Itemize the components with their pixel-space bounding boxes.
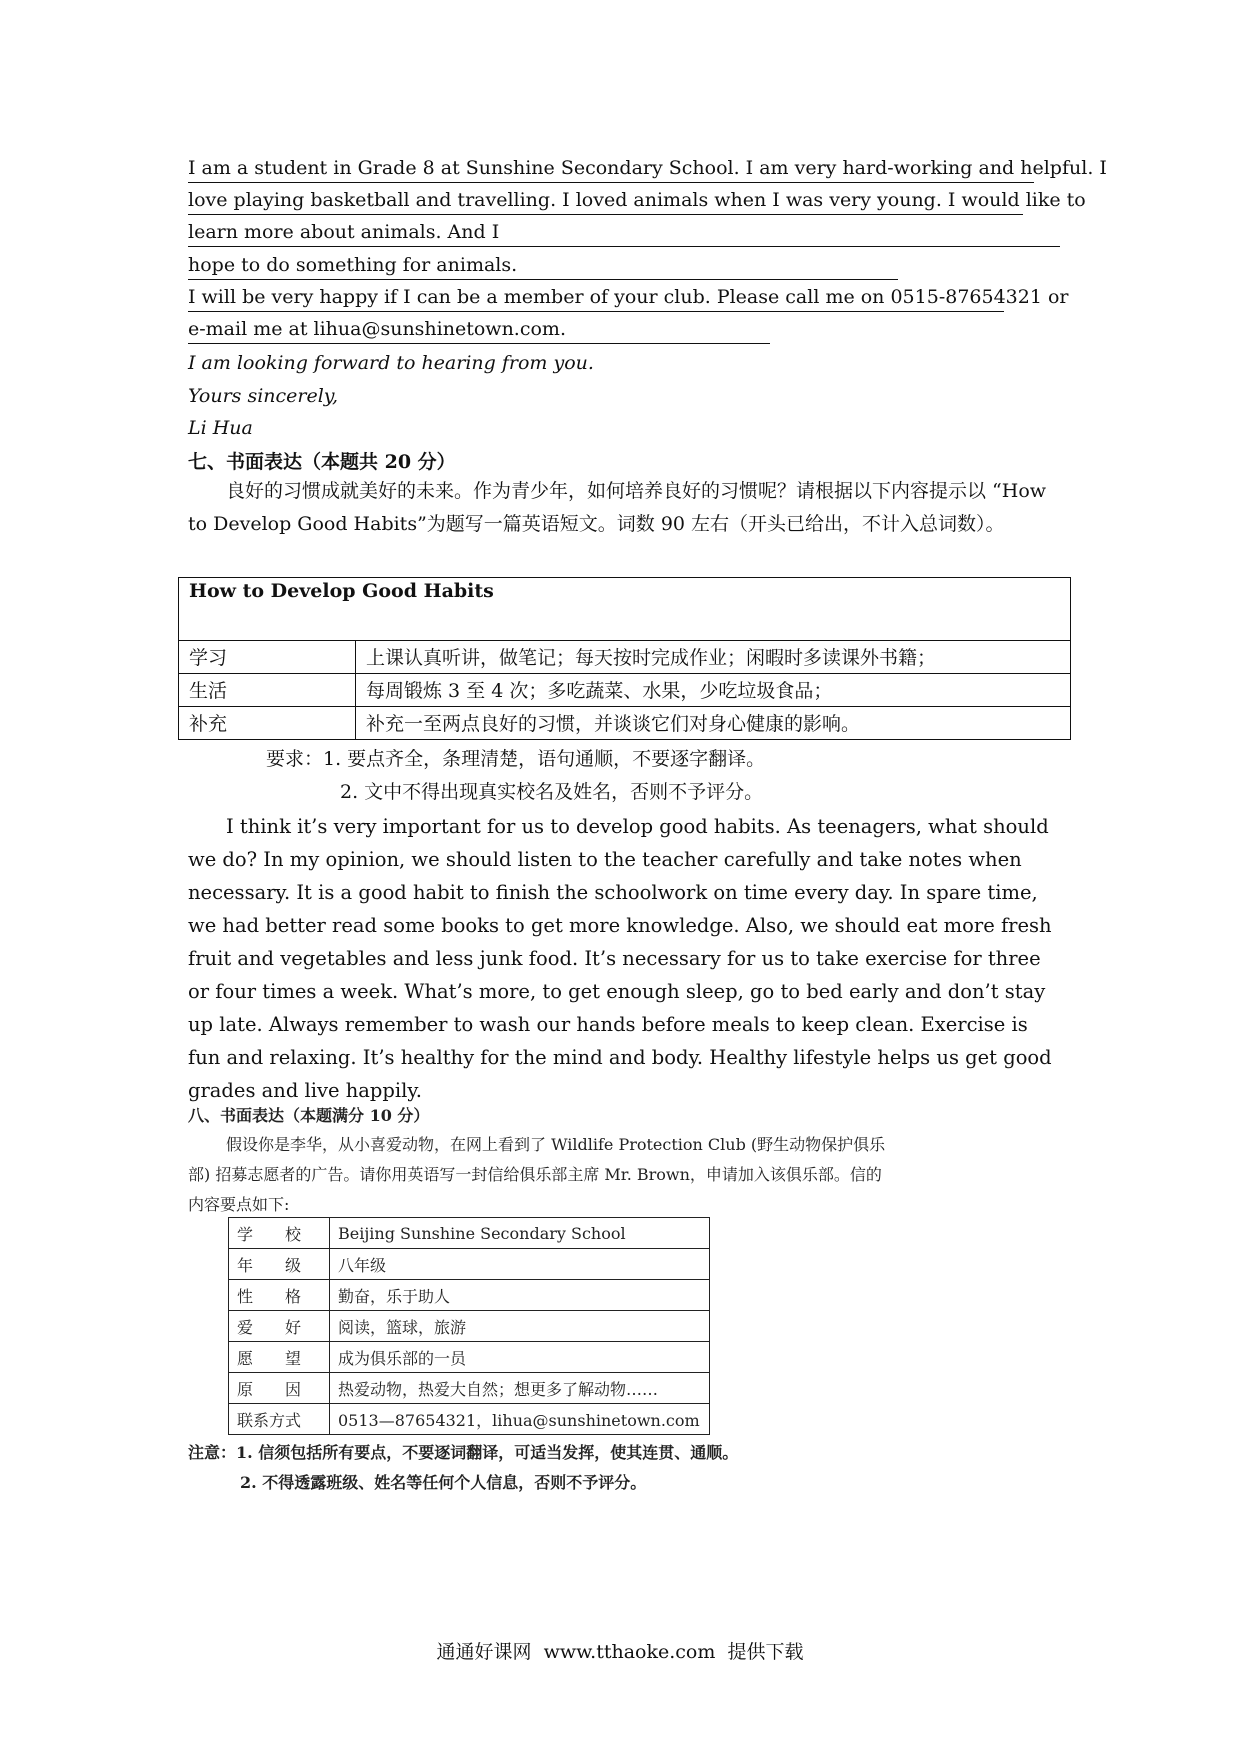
section-7-instructions: 良好的习惯成就美好的未来。作为青少年，如何培养良好的习惯呢？请根据以下内容提示以 “How to Develop Good Habits”为题写一篇英语短文。词数 90 左右（开头已给出，不计入总词数）。	[188, 480, 1047, 535]
letter-line-6: e-mail me at lihua@sunshinetown.com.	[188, 315, 770, 344]
table-row	[179, 707, 1071, 740]
letter-signature: Li Hua	[188, 417, 253, 439]
letter-closing-1: I am looking forward to hearing from you.	[188, 352, 594, 374]
row-content: 热爱动物，热爱大自然；想更多了解动物……	[330, 1373, 710, 1404]
row-content: 勤奋，乐于助人	[330, 1280, 710, 1311]
table-row	[229, 1218, 710, 1249]
section-7-table	[178, 577, 1071, 740]
letter-line-5: I will be very happy if I can be a member of your club. Please call me on 0515-87654321 or	[188, 283, 1004, 312]
row-label: 愿 望	[229, 1342, 330, 1373]
section-8-heading: 八、书面表达（本题满分 10 分）	[188, 1106, 430, 1125]
row-content: 阅读，篮球，旅游	[330, 1311, 710, 1342]
row-label: 性 格	[229, 1280, 330, 1311]
section-7-heading: 七、书面表达（本题共 20 分）	[188, 451, 456, 473]
row-label: 学 校	[229, 1218, 330, 1249]
table-row	[229, 1342, 710, 1373]
section-8-table	[228, 1217, 710, 1435]
table-row	[229, 1373, 710, 1404]
letter-line-4: hope to do something for animals.	[188, 251, 898, 280]
row-content: 上课认真听讲，做笔记；每天按时完成作业；闲暇时多读课外书籍；	[356, 641, 1071, 674]
row-content: 0513—87654321，lihua@sunshinetown.com	[330, 1404, 710, 1435]
row-content: 成为俱乐部的一员	[330, 1342, 710, 1373]
row-content: Beijing Sunshine Secondary School	[330, 1218, 710, 1249]
row-content: 八年级	[330, 1249, 710, 1280]
table-row	[179, 641, 1071, 674]
row-label: 爱 好	[229, 1311, 330, 1342]
section-8-note-2: 2. 不得透露班级、姓名等任何个人信息，否则不予评分。	[240, 1473, 647, 1492]
table-title: How to Develop Good Habits	[179, 578, 1071, 641]
row-label: 年 级	[229, 1249, 330, 1280]
table-row	[229, 1311, 710, 1342]
section-8-note-1: 注意：1. 信须包括所有要点，不要逐词翻译，可适当发挥，使其连贯、通顺。	[188, 1443, 739, 1462]
row-label: 生活	[179, 674, 356, 707]
requirement-1: 要求：1. 要点齐全，条理清楚，语句通顺，不要逐字翻译。	[266, 748, 766, 770]
table-row	[229, 1249, 710, 1280]
letter-line-1: I am a student in Grade 8 at Sunshine Secondary School. I am very hard-working and helpful. I	[188, 154, 1034, 183]
row-content: 每周锻炼 3 至 4 次；多吃蔬菜、水果，少吃垃圾食品；	[356, 674, 1071, 707]
page-footer: 通通好课网 www.tthaoke.com 提供下载	[436, 1641, 804, 1663]
row-label: 联系方式	[229, 1404, 330, 1435]
letter-line-2: love playing basketball and travelling. I loved animals when I was very young. I would like to	[188, 186, 1023, 215]
row-label: 学习	[179, 641, 356, 674]
table-row	[229, 1404, 710, 1435]
model-essay: I think it’s very important for us to develop good habits. As teenagers, what should we do? In my opinion, we should listen to the teacher carefully and take notes when necessary. It is a good habit to finish the schoolwork on time every day. In spare time, we had better read some books to get more knowledge. Also, we should eat more fresh fruit and vegetables and less junk food. It’s necessary for us to take exercise for three or four times a week. What’s more, to get enough sleep, go to bed early and don’t stay up late. Always remember to wash our hands before meals to keep clean. Exercise is fun and relaxing. It’s healthy for the mind and body. Healthy lifestyle helps us get good grades and live happily.	[188, 815, 1052, 1102]
table-row	[179, 674, 1071, 707]
table-row	[229, 1280, 710, 1311]
letter-closing-2: Yours sincerely,	[188, 385, 339, 407]
requirement-2: 2. 文中不得出现真实校名及姓名，否则不予评分。	[340, 781, 764, 803]
row-label: 原 因	[229, 1373, 330, 1404]
letter-line-3: learn more about animals. And I	[188, 218, 1060, 247]
row-content: 补充一至两点良好的习惯，并谈谈它们对身心健康的影响。	[356, 707, 1071, 740]
section-8-instructions: 假设你是李华，从小喜爱动物，在网上看到了 Wildlife Protection Club (野生动物保护俱乐部) 招募志愿者的广告。请你用英语写一封信给俱乐部主席 Mr. Brown，申请加入该俱乐部。信的内容要点如下:	[188, 1135, 886, 1214]
row-label: 补充	[179, 707, 356, 740]
